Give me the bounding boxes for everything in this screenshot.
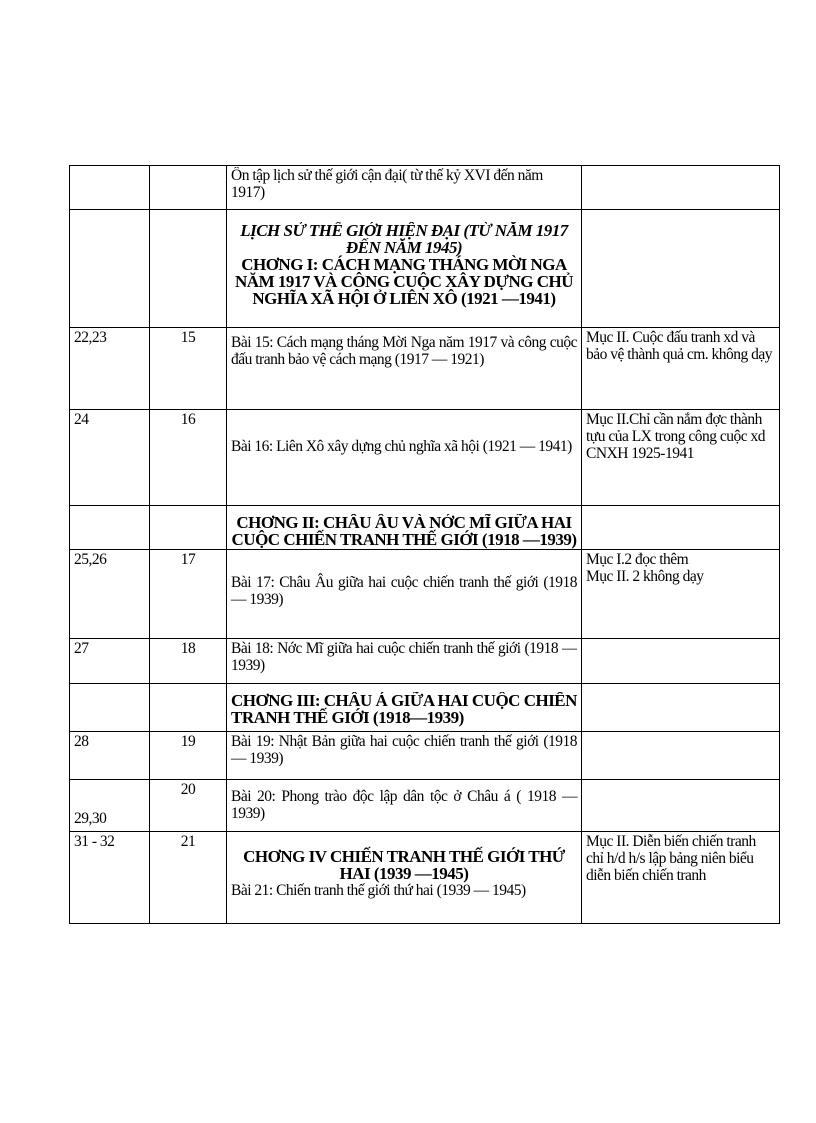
lesson-content-cell: [227, 639, 582, 684]
lesson-content-cell: [227, 328, 582, 410]
lesson-content-cell: [227, 410, 582, 506]
lesson-content-cell: [227, 550, 582, 639]
note-cell: Mục I.2 đọc thêm Mục II. 2 không dạy: [582, 550, 780, 639]
note-cell: Mục II. Cuộc đấu tranh xd và bảo vệ thành quả cm. không dạy: [582, 328, 780, 410]
table-row: [70, 210, 780, 328]
table-row: [70, 166, 780, 210]
note-cell: [582, 684, 780, 732]
chapter-title: CHƠNG I: CÁCH MẠNG THÁNG MỜI NGA NĂM 1917 VÀ CÔNG CUỘC XÂY DỰNG CHỦ NGHĨA XÃ HỘI Ở LIÊN XÔ (1921 —1941): [235, 255, 573, 308]
table-row: [70, 550, 780, 639]
chapter-title: CHƠNG IV CHIẾN TRANH THẾ GIỚI THỨ HAI (1939 —1945): [243, 847, 565, 883]
lesson-content-cell: [227, 166, 582, 210]
period-cell: 24: [70, 410, 150, 506]
period-cell: 25,26: [70, 550, 150, 639]
lesson-content-cell: [227, 210, 582, 328]
note-cell: [582, 210, 780, 328]
table-row: [70, 732, 780, 780]
period-cell: 28: [70, 732, 150, 780]
period-cell: [70, 210, 150, 328]
note-text: Mục II.Chỉ cần nắm đợc thành tựu của LX trong công cuộc xd CNXH 1925-1941: [586, 411, 765, 462]
lesson-title: Bài 21: Chiến tranh thế giới thứ hai (1939 — 1945): [231, 882, 526, 899]
review-text: Ôn tập lịch sử thế giới cận đại( từ thế kỷ XVI đến năm 1917): [231, 167, 543, 201]
part-title: LỊCH SỬ THẾ GIỚI HIỆN ĐẠI (TỪ NĂM 1917 ĐẾN NĂM 1945): [240, 222, 568, 257]
period-cell: 27: [70, 639, 150, 684]
table-row: [70, 684, 780, 732]
chapter-title: CHƠNG II: CHÂU ÂU VÀ NỚC MĨ GIỮA HAI CUỘC CHIẾN TRANH THẾ GIỚI (1918 —1939): [231, 514, 577, 549]
lesson-content-cell: [227, 506, 582, 550]
lesson-content-cell: [227, 780, 582, 832]
lesson-content-cell: [227, 732, 582, 780]
period-text: 29,30: [74, 810, 107, 827]
note-cell: [582, 639, 780, 684]
lesson-number-cell: [150, 684, 227, 732]
lesson-number-cell: 15: [150, 328, 227, 410]
table-row: [70, 410, 780, 506]
period-cell: [70, 506, 150, 550]
period-cell: [70, 684, 150, 732]
note-cell: [582, 166, 780, 210]
lesson-number-cell: 21: [150, 832, 227, 924]
table-row: [70, 639, 780, 684]
lesson-number-cell: [150, 506, 227, 550]
note-cell: Mục II. Diễn biến chiến tranh chỉ h/d h/s lập bảng niên biểu diễn biến chiến tranh: [582, 832, 780, 924]
lesson-title: Bài 16: Liên Xô xây dựng chủ nghĩa xã hội (1921 — 1941): [231, 438, 572, 455]
chapter-title: CHƠNG III: CHÂU Á GIỮA HAI CUỘC CHIẾN TRANH THẾ GIỚI (1918—1939): [231, 692, 577, 727]
note-cell: [582, 732, 780, 780]
note-cell: [582, 780, 780, 832]
lesson-number-cell: [150, 210, 227, 328]
lesson-content-cell: [227, 832, 582, 924]
period-cell: 22,23: [70, 328, 150, 410]
lesson-number-cell: 16: [150, 410, 227, 506]
lesson-content-cell: [227, 684, 582, 732]
table-row: [70, 780, 780, 832]
lesson-number-cell: 20: [150, 780, 227, 832]
period-cell: [70, 780, 150, 832]
table-row: [70, 328, 780, 410]
lesson-title: Bài 19: Nhật Bản giữa hai cuộc chiến tranh thế giới (1918 — 1939): [231, 733, 577, 767]
lesson-title: Bài 18: Nớc Mĩ giữa hai cuộc chiến tranh thế giới (1918 — 1939): [231, 640, 577, 674]
note-cell: [582, 506, 780, 550]
lesson-number-cell: 17: [150, 550, 227, 639]
lesson-title: Bài 20: Phong trào độc lập dân tộc ở Châu á ( 1918 — 1939): [231, 788, 577, 822]
lesson-title: Bài 15: Cách mạng tháng Mời Nga năm 1917 và công cuộc đấu tranh bảo vệ cách mạng (1917 — 1921): [231, 334, 577, 368]
period-cell: [70, 166, 150, 210]
note-cell: [582, 410, 780, 506]
lesson-number-cell: 18: [150, 639, 227, 684]
lesson-title: Bài 17: Châu Âu giữa hai cuộc chiến tranh thế giới (1918 — 1939): [231, 574, 577, 608]
curriculum-table: [69, 165, 780, 924]
lesson-number-cell: 19: [150, 732, 227, 780]
table-row: [70, 506, 780, 550]
period-cell: 31 - 32: [70, 832, 150, 924]
table-row: [70, 832, 780, 924]
lesson-number-cell: [150, 166, 227, 210]
